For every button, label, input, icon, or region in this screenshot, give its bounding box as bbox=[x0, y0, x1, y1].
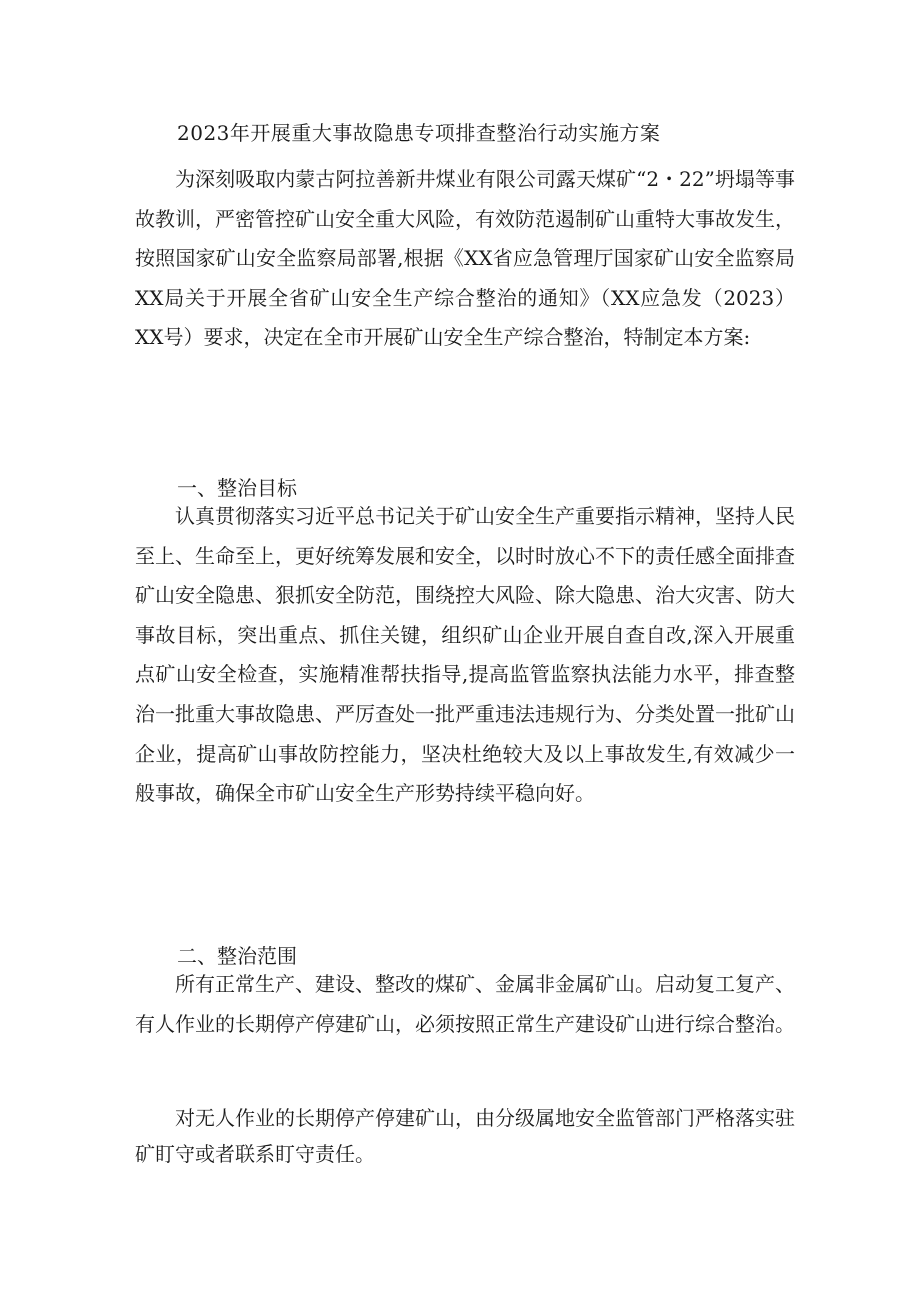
section-goal-paragraph: 认真贯彻落实习近平总书记关于矿山安全生产重要指示精神，坚持人民至上、生命至上，更好统筹发展和安全，以时时放心不下的责任感全面排查矿山安全隐患、狠抓安全防范，围绕控大风险、除大隐患、治大灾害、防大事故目标，突出重点、抓住关键，组织矿山企业开展自查自改,深入开展重点矿山安全检查，实施精准帮扶指导,提高监管监察执法能力水平，排查整治一批重大事故隐患、严厉查处一批严重违法违规行为、分类处置一批矿山企业，提高矿山事故防控能力，坚决杜绝较大及以上事故发生,有效减少一般事故，确保全市矿山安全生产形势持续平稳向好。 bbox=[135, 504, 795, 806]
intro-paragraph: 为深刻吸取内蒙古阿拉善新井煤业有限公司露天煤矿“2・22”坍塌等事故教训，严密管控矿山安全重大风险，有效防范遏制矿山重特大事故发生，按照国家矿山安全监察局部署,根据《XX省应急管理厅国家矿山安全监察局XX局关于开展全省矿山安全生产综合整治的通知》（XX应急发（2023）XX号）要求，决定在全市开展矿山安全生产综合整治，特制定本方案: bbox=[135, 167, 795, 350]
document-title: 2023年开展重大事故隐患专项排查整治行动实施方案 bbox=[177, 121, 661, 145]
section-scope-paragraph-2: 对无人作业的长期停产停建矿山，由分级属地安全监管部门严格落实驻矿盯守或者联系盯守责任。 bbox=[135, 1106, 795, 1166]
section-heading-goal: 一、整治目标 bbox=[177, 476, 297, 500]
section-heading-scope: 二、整治范围 bbox=[177, 944, 297, 968]
section-scope-paragraph: 所有正常生产、建设、整改的煤矿、金属非金属矿山。启动复工复产、有人作业的长期停产停建矿山，必须按照正常生产建设矿山进行综合整治。 bbox=[135, 972, 795, 1036]
